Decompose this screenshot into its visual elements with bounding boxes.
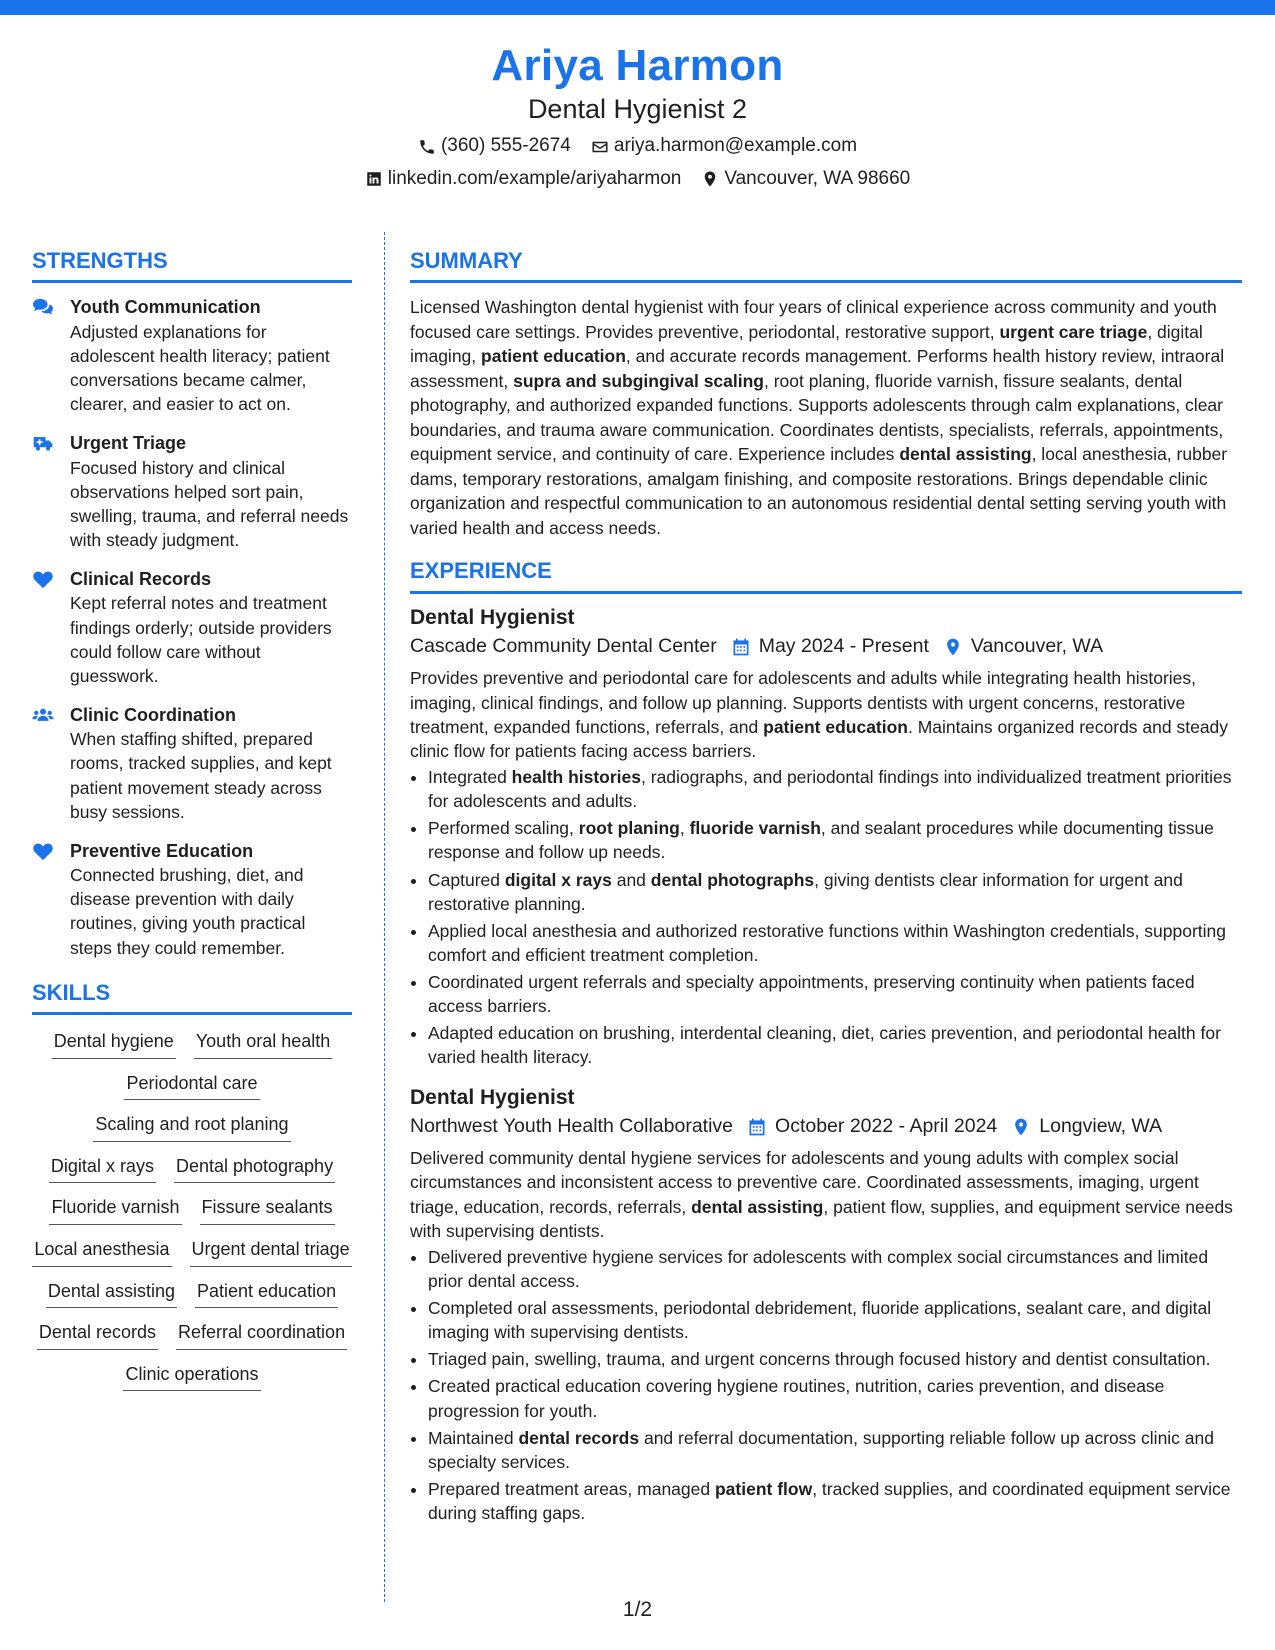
linkedin-text: linkedin.com/example/ariyaharmon: [387, 167, 682, 189]
text-run: , and sealant procedures while documenting tissue response and follow up needs.: [428, 818, 1214, 863]
bullet-item: [428, 1021, 1242, 1069]
bullet-item: [428, 1426, 1242, 1474]
job-entry: [410, 604, 1242, 1070]
job-description: [410, 1146, 1242, 1243]
job-dates: [731, 633, 929, 660]
skills-heading: SKILLS: [32, 980, 352, 1015]
strength-item: [32, 567, 352, 688]
strength-body: [70, 839, 352, 960]
bold-keyword: supra and subgingival scaling: [513, 370, 764, 391]
job-location: [1011, 1113, 1162, 1140]
skills-list: [32, 1025, 352, 1399]
strength-title: Clinical Records: [70, 569, 212, 590]
job-meta: [410, 633, 1242, 660]
skill-tag: Fluoride varnish: [49, 1191, 181, 1225]
strength-item: [32, 295, 352, 416]
top-accent-bar: [0, 0, 1275, 15]
skill-tag: Local anesthesia: [32, 1233, 171, 1267]
strength-item: [32, 839, 352, 960]
text-run: , digital imaging,: [410, 321, 1203, 367]
right-column: [410, 248, 1242, 1528]
ambulance-icon: [32, 431, 70, 552]
strength-body: [70, 567, 352, 688]
text-run: Triaged pain, swelling, trauma, and urgent concerns through focused history and dentist consultation.: [428, 1349, 1211, 1370]
job-bullets: [410, 765, 1242, 1070]
job-dates: [747, 1113, 997, 1140]
skill-tag: Urgent dental triage: [190, 1233, 352, 1267]
bold-keyword: root planing: [578, 818, 680, 839]
strength-description: Adjusted explanations for adolescent health literacy; patient conversations became calmer, clearer, and easier to act on.: [70, 321, 330, 415]
job-location-text: Vancouver, WA: [970, 635, 1104, 658]
strength-body: [70, 431, 352, 552]
text-run: Captured: [428, 869, 505, 890]
strength-description: When staffing shifted, prepared rooms, tracked supplies, and kept patient movement steady across busy sessions.: [70, 729, 332, 822]
bullet-item: [428, 1477, 1242, 1525]
strengths-heading: STRENGTHS: [32, 248, 352, 283]
left-column: [32, 248, 352, 1399]
skill-tag: Scaling and root planing: [93, 1108, 290, 1142]
strengths-list: [32, 295, 352, 959]
phone-contact[interactable]: [418, 135, 571, 158]
strength-item: [32, 431, 352, 552]
phone-icon: [418, 138, 436, 156]
text-run: , giving dentists clear information for urgent and restorative planning.: [428, 869, 1183, 914]
text-run: , radiographs, and periodontal findings into individualized treatment priorities for adolescents and adults.: [428, 766, 1232, 812]
email-text: ariya.harmon@example.com: [613, 135, 858, 157]
text-run: Integrated: [428, 766, 512, 787]
bold-keyword: dental records: [518, 1427, 640, 1448]
text-run: Licensed Washington dental hygienist with four years of clinical experience across community and youth focused care settings. Provides preventive, periodontal, restorative support,: [410, 297, 1217, 342]
text-run: Created practical education covering hygiene routines, nutrition, caries prevention, and disease progression for youth.: [428, 1376, 1165, 1421]
text-run: Adapted education on brushing, interdental cleaning, diet, caries prevention, and periodontal health for varied health literacy.: [428, 1023, 1221, 1068]
page-number: 1/2: [622, 1598, 653, 1621]
text-run: Provides preventive and periodontal care for adolescents and adults while integrating health histories, imaging, clinical findings, and follow up planning. Supports dentists with urgent concerns, restorative treatment, expanded functions, referrals, and: [410, 668, 1197, 737]
text-run: Maintained: [428, 1427, 519, 1448]
skill-tag: Fissure sealants: [200, 1191, 335, 1225]
map-pin-icon: [701, 170, 719, 188]
map-pin-icon: [1011, 1117, 1031, 1137]
job-bullets: [410, 1245, 1242, 1526]
skill-tag: Dental records: [37, 1316, 158, 1350]
strength-body: [70, 703, 352, 824]
strength-description: Kept referral notes and treatment findings orderly; outside providers could follow care without guesswork.: [70, 593, 332, 686]
strength-description: Focused history and clinical observations helped sort pain, swelling, trauma, and referral needs with steady judgment.: [70, 457, 349, 550]
experience-list: [410, 604, 1242, 1526]
bold-keyword: fluoride varnish: [689, 818, 821, 839]
contact-line-2: [0, 168, 1275, 191]
calendar-icon: [731, 637, 751, 657]
bold-keyword: patient education: [481, 346, 626, 367]
email-contact[interactable]: [591, 135, 857, 158]
strength-title: Urgent Triage: [70, 433, 187, 454]
job-dates-text: October 2022 - April 2024: [775, 1114, 998, 1137]
bullet-item: [428, 816, 1242, 864]
experience-heading: EXPERIENCE: [410, 558, 1242, 593]
text-run: , local anesthesia, rubber dams, temporary restorations, amalgam finishing, and composite restorations. Brings dependable clinic organization and respectful communication to an autonomous residential dental setting serving youth with varied health and access needs.: [410, 444, 1228, 538]
job-dates-text: May 2024 - Present: [758, 635, 929, 658]
text-run: Completed oral assessments, periodontal debridement, fluoride applications, sealant care, and digital imaging with supervising dentists.: [428, 1298, 1212, 1343]
skill-tag: Clinic operations: [123, 1358, 260, 1392]
text-run: . Maintains organized records and steady clinic flow for patients facing access barriers.: [410, 716, 1229, 761]
calendar-icon: [747, 1117, 767, 1137]
job-description: [410, 666, 1242, 763]
phone-text: (360) 555-2674: [440, 135, 571, 157]
bold-keyword: health histories: [511, 766, 642, 787]
bullet-item: [428, 1374, 1242, 1422]
heart-icon: [32, 567, 70, 688]
text-run: Coordinated urgent referrals and specialty appointments, preserving continuity when patients faced access barriers.: [428, 972, 1195, 1017]
text-run: Applied local anesthesia and authorized restorative functions within Washington credentials, supporting comfort and efficient treatment completion.: [428, 920, 1227, 965]
text-run: , tracked supplies, and coordinated equipment service during staffing gaps.: [428, 1479, 1231, 1524]
text-run: and: [611, 869, 651, 890]
bold-keyword: dental assisting: [899, 444, 1032, 465]
skill-tag: Patient education: [195, 1275, 338, 1309]
job-title: Dental Hygienist: [410, 605, 575, 629]
users-icon: [32, 703, 70, 824]
job-meta: [410, 1113, 1242, 1140]
envelope-icon: [591, 138, 609, 156]
candidate-name: Ariya Harmon: [491, 41, 784, 90]
text-run: Delivered preventive hygiene services for adolescents with complex social circumstances and limited prior dental access.: [428, 1246, 1209, 1291]
bullet-item: [428, 970, 1242, 1018]
candidate-title: Dental Hygienist 2: [527, 93, 748, 124]
bullet-item: [428, 1347, 1242, 1371]
text-run: , patient flow, supplies, and equipment service needs with supervising dentists.: [410, 1196, 1233, 1241]
skill-tag: Youth oral health: [194, 1025, 332, 1059]
text-run: Performed scaling,: [428, 818, 579, 839]
bold-keyword: digital x rays: [504, 869, 612, 890]
location-text: Vancouver, WA 98660: [724, 167, 911, 189]
bullet-item: [428, 765, 1242, 813]
strength-item: [32, 703, 352, 824]
text-run: Delivered community dental hygiene services for adolescents and young adults with complex social circumstances and inconsistent access to preventive care. Coordinated assessments, imaging, urgent triage, education, records, referrals,: [410, 1148, 1199, 1217]
bold-keyword: patient flow: [714, 1479, 813, 1500]
bullet-item: [428, 868, 1242, 916]
job-entry: [410, 1084, 1242, 1526]
column-divider: [384, 232, 385, 1602]
linkedin-contact[interactable]: [365, 168, 682, 191]
skill-tag: Dental hygiene: [52, 1025, 176, 1059]
text-run: Prepared treatment areas, managed: [428, 1479, 715, 1500]
skill-tag: Dental photography: [174, 1150, 335, 1184]
resume-header: [0, 40, 1275, 191]
strength-title: Clinic Coordination: [70, 704, 236, 725]
skill-tag: Referral coordination: [176, 1316, 347, 1350]
skill-tag: Periodontal care: [124, 1067, 259, 1101]
strength-title: Preventive Education: [70, 840, 254, 861]
bold-keyword: patient education: [763, 716, 908, 737]
bold-keyword: dental assisting: [691, 1196, 824, 1217]
text-run: ,: [679, 818, 690, 839]
job-location-text: Longview, WA: [1039, 1114, 1163, 1137]
skill-tag: Digital x rays: [49, 1150, 156, 1184]
skill-tag: Dental assisting: [46, 1275, 177, 1309]
heart-icon: [32, 839, 70, 960]
comments-icon: [32, 295, 70, 416]
strength-description: Connected brushing, diet, and disease prevention with daily routines, giving youth practical steps they could remember.: [70, 865, 306, 958]
text-run: and referral documentation, supporting reliable follow up across clinic and specialty services.: [428, 1427, 1214, 1472]
text-run: , and accurate records management. Performs health history review, intraoral assessment,: [410, 346, 1225, 391]
bullet-item: [428, 1296, 1242, 1344]
summary-text: [410, 295, 1242, 540]
company-name: Cascade Community Dental Center: [410, 635, 717, 658]
company-name: Northwest Youth Health Collaborative: [410, 1114, 734, 1137]
bullet-item: [428, 919, 1242, 967]
summary-heading: SUMMARY: [410, 248, 1242, 283]
bullet-item: [428, 1245, 1242, 1293]
text-run: , root planing, fluoride varnish, fissure sealants, dental photography, and authorized expanded functions. Supports adolescents through calm explanations, clear boundaries, and trauma aware communication. Coordinates dentists, specialists, referrals, appointments, equipment service, and continuity of care. Experience includes: [410, 370, 1224, 465]
contact-line-1: [0, 135, 1275, 158]
bold-keyword: dental photographs: [650, 869, 815, 890]
map-pin-icon: [943, 637, 963, 657]
strength-body: [70, 295, 352, 416]
strength-title: Youth Communication: [70, 297, 261, 318]
job-title: Dental Hygienist: [410, 1085, 575, 1109]
location-contact: [701, 168, 910, 191]
linkedin-icon: [365, 170, 383, 188]
job-location: [943, 633, 1103, 660]
bold-keyword: urgent care triage: [999, 321, 1148, 342]
